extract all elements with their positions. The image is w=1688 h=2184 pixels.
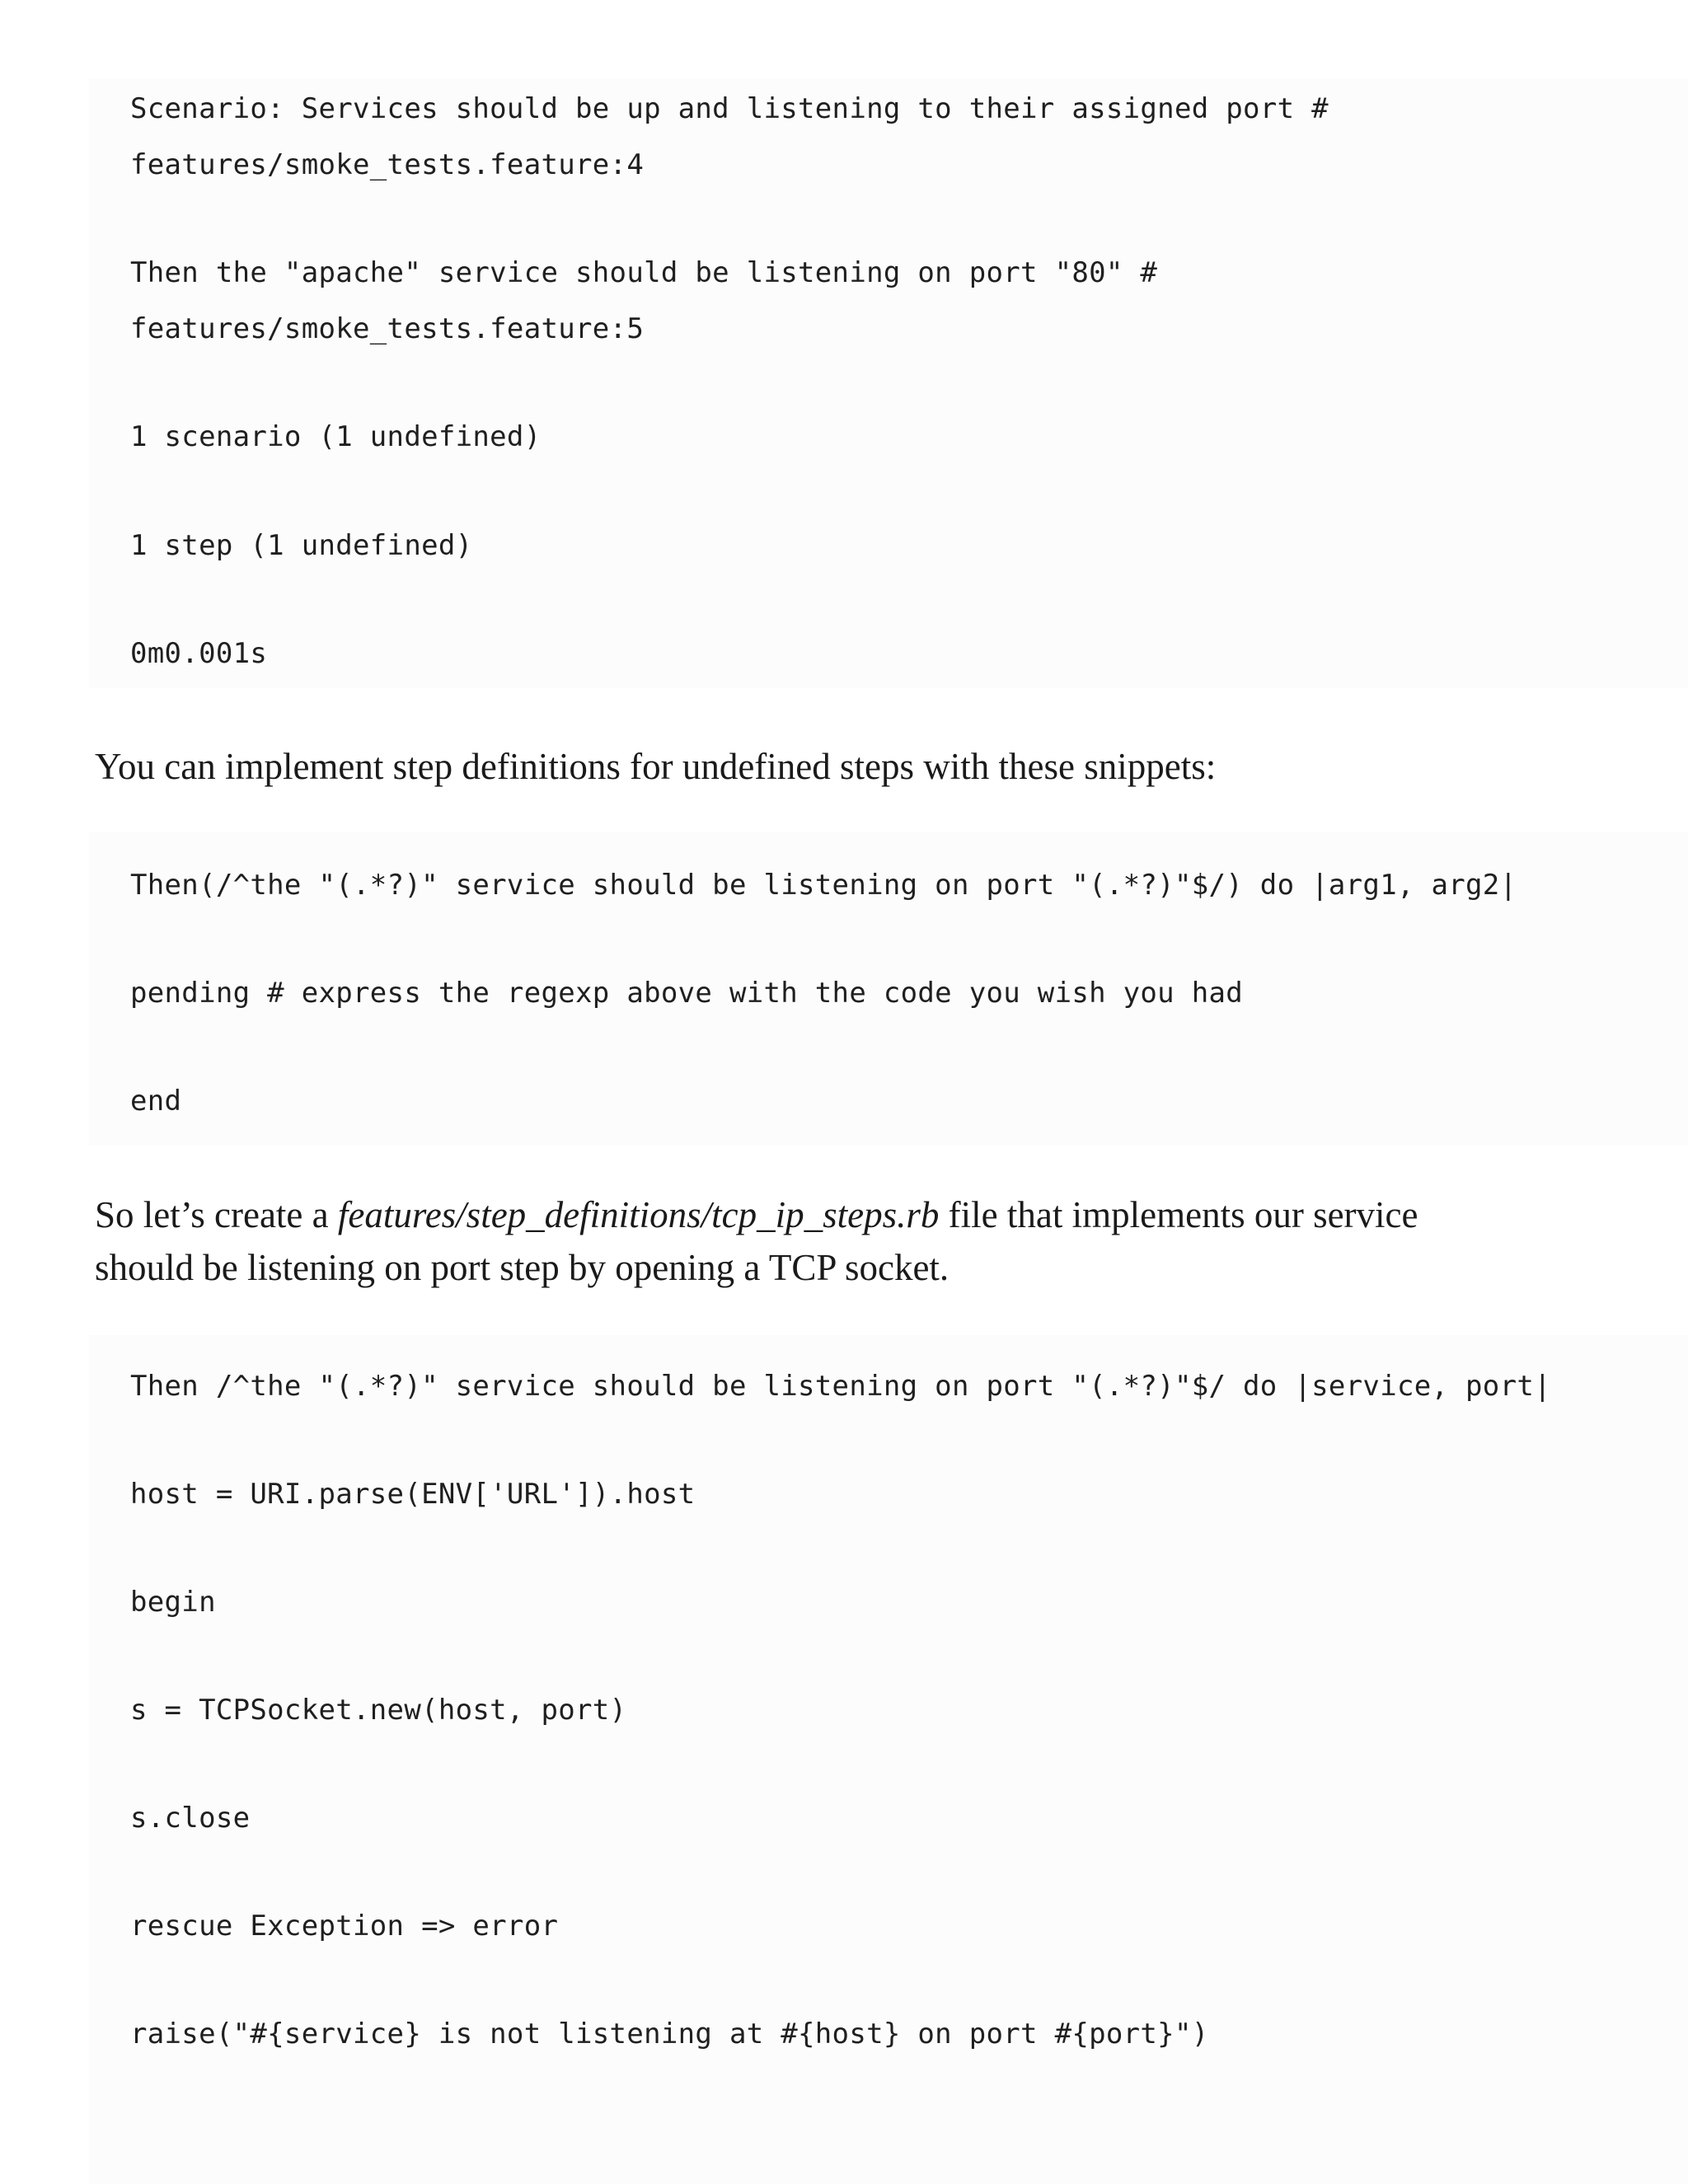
paragraph-create-steps-file: [95, 1188, 1496, 1294]
code-line: rescue Exception => error: [130, 1910, 559, 1943]
code-line: Then /^the "(.*?)" service should be listening on port "(.*?)"$/ do |service, port|: [130, 1370, 1551, 1403]
code-line: 1 scenario (1 undefined): [130, 420, 542, 453]
code-line: 0m0.001s: [130, 637, 268, 670]
code-line: Then the "apache" service should be listening on port "80" #: [130, 256, 1158, 289]
code-line: features/smoke_tests.feature:4: [130, 148, 645, 181]
code-line: pending # express the regexp above with the code you wish you had: [130, 977, 1244, 1010]
code-line: s.close: [130, 1802, 251, 1835]
code-line: features/smoke_tests.feature:5: [130, 312, 645, 345]
code-line: raise("#{service} is not listening at #{host} on port #{port}"): [130, 2018, 1209, 2050]
filename-text: features/step_definitions/tcp_ip_steps.rb: [337, 1194, 940, 1235]
code-line: Then(/^the "(.*?)" service should be listening on port "(.*?)"$/) do |arg1, arg2|: [130, 869, 1517, 902]
paragraph-text: So let’s create a: [95, 1194, 338, 1235]
paragraph-text: file that implements our service should be listening on port step by opening a TCP socket.: [95, 1194, 1418, 1288]
code-line: begin: [130, 1586, 216, 1619]
paragraph-snippets-intro: You can implement step definitions for undefined steps with these snippets:: [95, 746, 1217, 787]
code-line: end: [130, 1085, 182, 1118]
code-line: 1 step (1 undefined): [130, 529, 473, 562]
code-line: Scenario: Services should be up and listening to their assigned port #: [130, 92, 1329, 125]
code-block-step-definition: [89, 1335, 1688, 2184]
code-line: s = TCPSocket.new(host, port): [130, 1694, 627, 1727]
code-line: host = URI.parse(ENV['URL']).host: [130, 1478, 696, 1511]
